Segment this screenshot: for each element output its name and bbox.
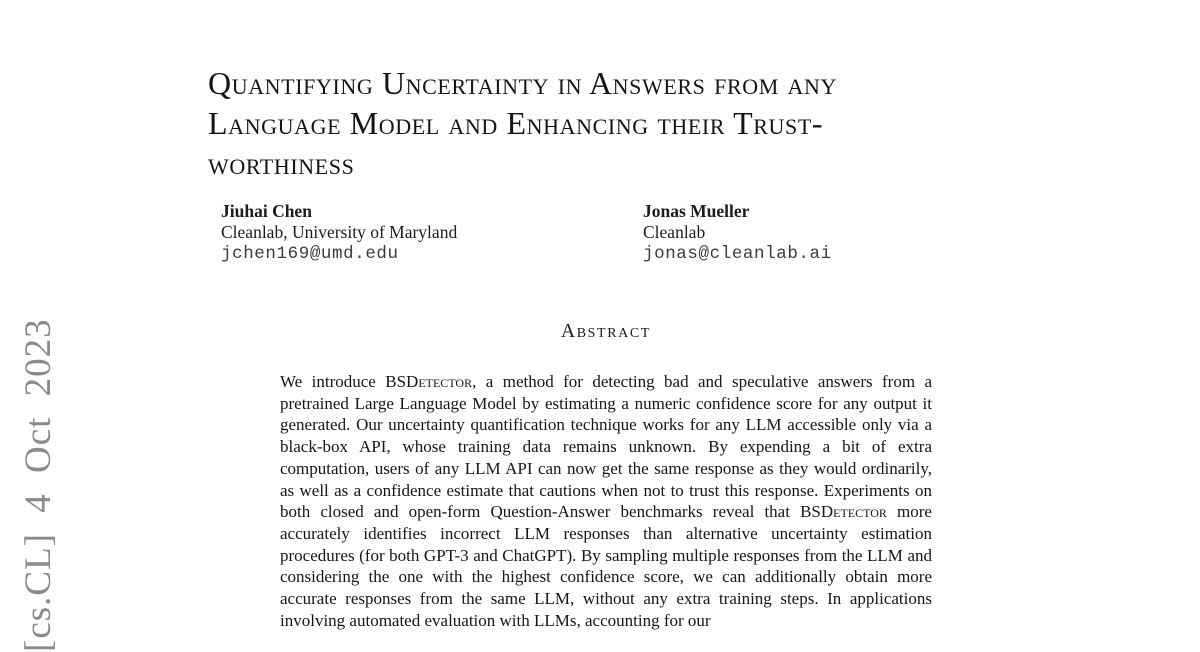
arxiv-watermark: [cs.CL] 4 Oct 2023: [18, 318, 59, 652]
paper-title: [208, 63, 1038, 183]
author-2-email: jonas@cleanlab.ai: [643, 243, 832, 264]
paper-title-line-3: worthiness: [208, 145, 355, 182]
abstract-heading: Abstract: [561, 321, 651, 342]
author-block: [221, 201, 832, 265]
paper-title-line-2: Language Model and Enhancing their Trust-: [208, 105, 824, 142]
author-1-name: Jiuhai Chen: [221, 201, 312, 221]
paper-title-line-1: Quantifying Uncertainty in Answers from any: [208, 65, 837, 102]
abstract-body: We introduce BSDetector, a method for detecting bad and speculative answers from a pretrained Large Language Model by estimating a numeric confidence score for any output it generated. Our uncertainty quantification technique works for any LLM accessible only via a black-box API, whose training data remains unknown. By expending a bit of extra computation, users of any LLM API can now get the same response as they would ordinarily, as well as a confidence estimate that cautions when not to trust this response. Experiments on both closed and open-form Question-Answer benchmarks reveal that BSDetector more accurately identifies incorrect LLM responses than alternative uncertainty estimation procedures (for both GPT-3 and ChatGPT). By sampling multiple responses from the LLM and considering the one with the highest confidence score, we can additionally obtain more accurate responses from the same LLM, without any extra training steps. In applications involving automated evaluation with LLMs, accounting for our: [280, 372, 932, 630]
author-2: [643, 201, 832, 265]
author-1-email: jchen169@umd.edu: [221, 243, 399, 264]
author-1: [221, 201, 643, 265]
author-2-name: Jonas Mueller: [643, 201, 750, 221]
author-1-affiliation: Cleanlab, University of Maryland: [221, 222, 458, 243]
author-2-affiliation: Cleanlab: [643, 222, 706, 243]
